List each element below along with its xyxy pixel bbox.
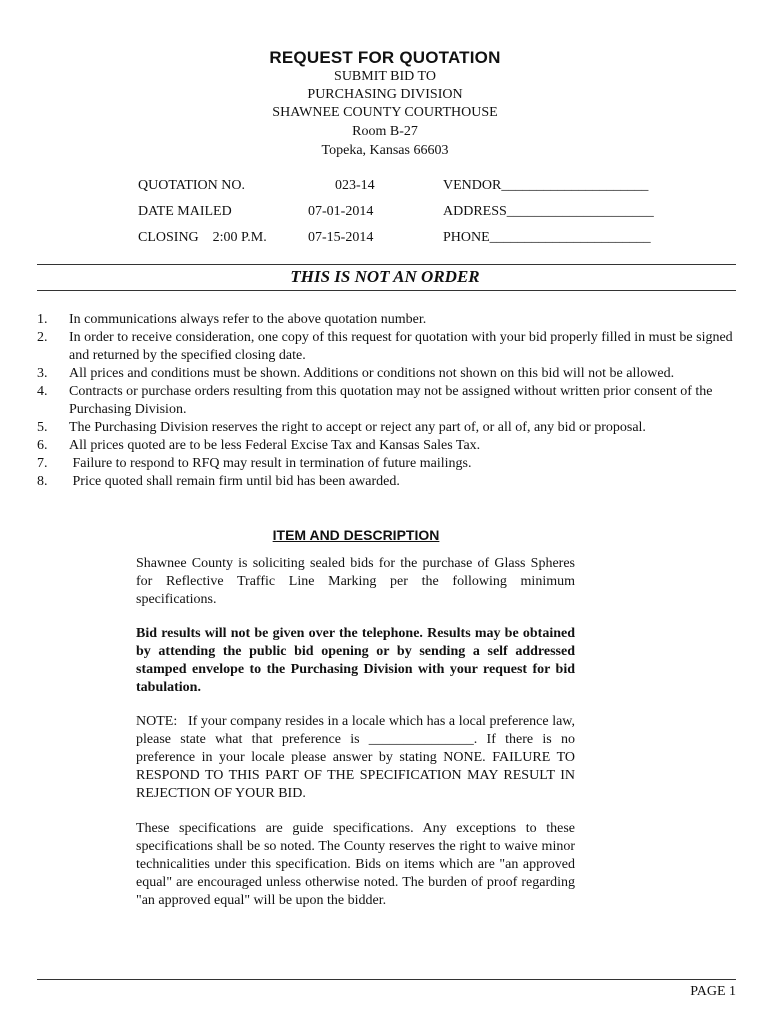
page-number: PAGE 1 — [690, 984, 736, 999]
term-number: 1. — [37, 312, 48, 327]
address-line-room: Room B-27 — [352, 124, 418, 139]
term-item — [37, 311, 737, 329]
term-text: All prices quoted are to be less Federal Excise Tax and Kansas Sales Tax. — [69, 438, 481, 453]
address-line-submit: SUBMIT BID TO — [334, 69, 436, 84]
term-text: All prices and conditions must be shown. Additions or conditions not shown on this bid will not be allowed. — [69, 366, 675, 381]
term-item — [37, 365, 737, 383]
terms-list — [37, 311, 737, 491]
term-number: 8. — [37, 474, 48, 489]
term-number: 5. — [37, 420, 48, 435]
term-item — [37, 473, 737, 491]
term-item — [37, 383, 737, 419]
term-text: In order to receive consideration, one copy of this request for quotation with your bid properly filled in must be signed and returned by the specified closing date. — [69, 330, 733, 363]
closing-label: CLOSING 2:00 P.M. — [138, 230, 267, 245]
term-text: In communications always refer to the above quotation number. — [69, 312, 427, 327]
term-number: 3. — [37, 366, 48, 381]
term-text: Price quoted shall remain firm until bid has been awarded. — [69, 474, 400, 489]
closing-date-value: 07-15-2014 — [308, 230, 374, 245]
date-mailed-value: 07-01-2014 — [308, 204, 374, 219]
term-item — [37, 329, 737, 365]
phone-field[interactable]: PHONE_______________________ — [443, 230, 651, 245]
footer-divider — [37, 979, 736, 980]
local-preference-note: NOTE: If your company resides in a locale which has a local preference law, please state what that preference is _______________. If there is no preference in your locale please answer by stating NONE. FAILURE TO RESPOND TO THIS PART OF THE SPECIFICATION MAY RESULT IN REJECTION OF YOUR BID. — [136, 714, 579, 801]
term-text: Failure to respond to RFQ may result in termination of future mailings. — [69, 456, 472, 471]
item-description-heading: ITEM AND DESCRIPTION — [272, 527, 440, 543]
term-number: 2. — [37, 330, 48, 345]
term-number: 6. — [37, 438, 48, 453]
term-number: 7. — [37, 456, 48, 471]
bid-results-paragraph: Bid results will not be given over the telephone. Results may be obtained by attending the public bid opening or by sending a self addressed stamped envelope to the Purchasing Division with your request for bid tabulation. — [136, 626, 575, 695]
term-text: The Purchasing Division reserves the right to accept or reject any part of, or all of, any bid or proposal. — [69, 420, 646, 435]
address-line-courthouse: SHAWNEE COUNTY COURTHOUSE — [272, 105, 498, 120]
date-mailed-label: DATE MAILED — [138, 204, 232, 219]
address-line-city: Topeka, Kansas 66603 — [321, 143, 449, 158]
document-title: REQUEST FOR QUOTATION — [269, 48, 501, 67]
solicitation-paragraph: Shawnee County is soliciting sealed bids for the purchase of Glass Spheres for Reflective Traffic Line Marking per the following minimum specifications. — [136, 556, 575, 607]
term-number: 4. — [37, 384, 48, 399]
not-an-order-notice: THIS IS NOT AN ORDER — [290, 267, 480, 286]
vendor-field[interactable]: VENDOR_____________________ — [443, 178, 649, 193]
quotation-number: 023-14 — [335, 178, 375, 193]
term-item — [37, 437, 737, 455]
term-text: Contracts or purchase orders resulting from this quotation may not be assigned without written prior consent of the Purchasing Division. — [69, 384, 713, 417]
top-divider — [37, 264, 736, 265]
address-field[interactable]: ADDRESS_____________________ — [443, 204, 654, 219]
term-item — [37, 455, 737, 473]
guide-specifications-paragraph: These specifications are guide specifications. Any exceptions to these specifications shall be so noted. The County reserves the right to waive minor technicalities under this specification. Bids on items which are "an approved equal" are encouraged unless otherwise noted. The burden of proof regarding "an approved equal" will be upon the bidder. — [136, 821, 575, 908]
quotation-label: QUOTATION NO. — [138, 178, 245, 193]
notice-divider — [37, 290, 736, 291]
term-item — [37, 419, 737, 437]
address-line-division: PURCHASING DIVISION — [307, 87, 463, 102]
